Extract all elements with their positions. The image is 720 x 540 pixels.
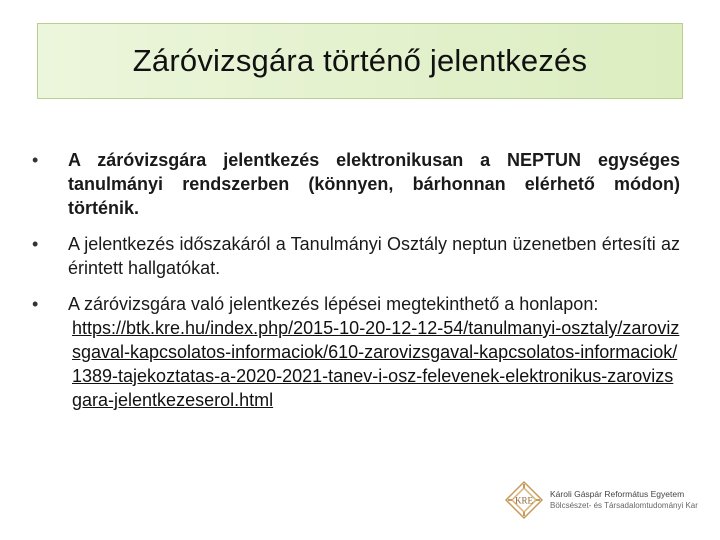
slide-title: Záróvizsgára történő jelentkezés [132,43,588,78]
logo-faculty-name: Bölcsészet- és Társadalomtudományi Kar [550,501,698,510]
bullet-item-steps [28,292,680,412]
title-box [37,23,683,99]
university-logo [504,480,704,520]
bullet-item-period [28,232,680,280]
logo-text [550,489,698,511]
info-link[interactable]: https://btk.kre.hu/index.php/2015-10-20-12-12-54/tanulmanyi-osztaly/zarovizsgaval-kapcsolatos-informaciok/610-zarovizsgaval-kapcsolatos-informaciok/1389-tajekoztatas-a-2020-2021-tanev-i-osz-felevenek-elektronikus-zarovizsgara-jelentkezeserol.html [72,318,680,410]
bullet-list [28,148,680,424]
bullet-item-neptun [28,148,680,220]
kre-emblem-icon [504,480,544,520]
logo-mark-text: KRE [515,495,533,506]
bullet-text-neptun: A záróvizsgára jelentkezés elektronikusan a NEPTUN egységes tanulmányi rendszerben (könnyen, bárhonnan elérhető módon) történik. [68,150,680,218]
logo-university-name: Károli Gáspár Református Egyetem [550,489,685,499]
bullet-text-period: A jelentkezés időszakáról a Tanulmányi Osztály neptun üzenetben értesíti az érintett hallgatókat. [68,234,680,278]
bullet-text-steps: A záróvizsgára való jelentkezés lépései megtekinthető a honlapon: [68,294,599,314]
